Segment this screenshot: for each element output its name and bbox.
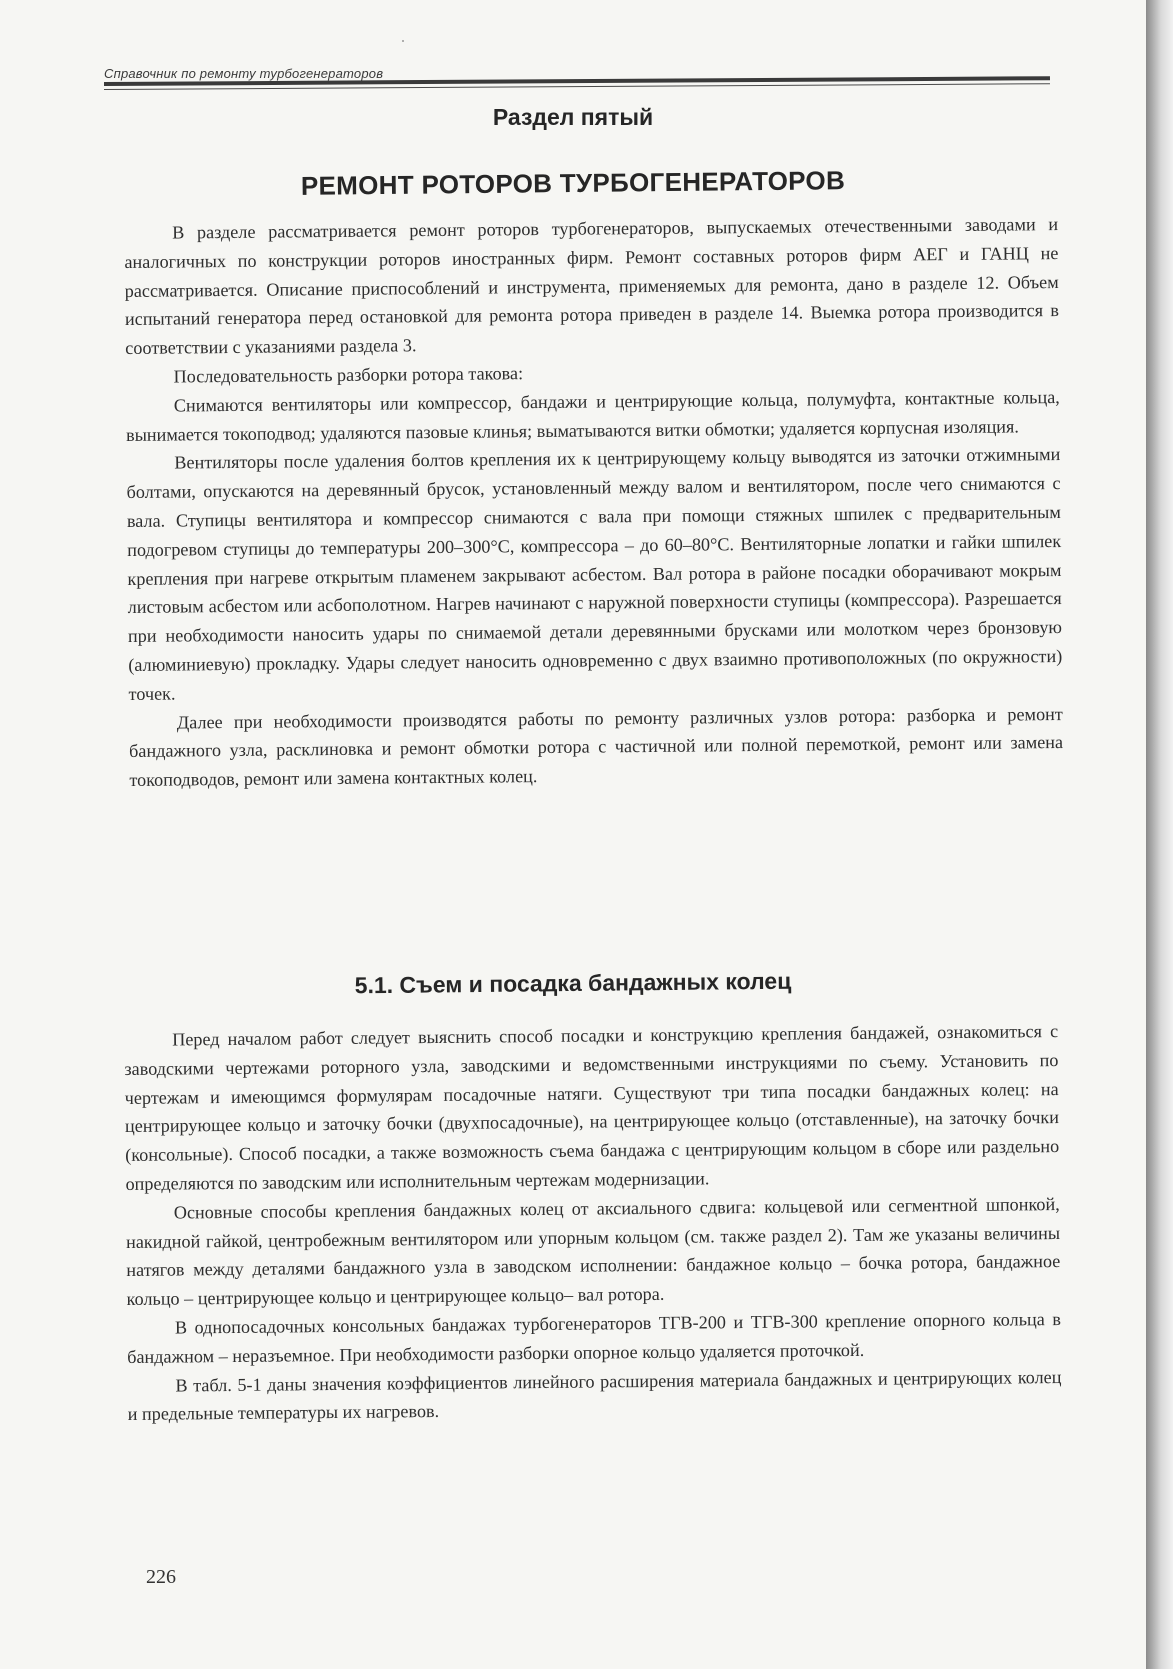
section-label: Раздел пятый xyxy=(492,104,654,130)
running-header: Справочник по ремонту турбогенераторов xyxy=(104,66,384,81)
paragraph: Перед началом работ следует выяснить способ посадки и конструкцию крепления бандажей, ознакомиться с заводскими чертежами роторного узла, заводскими и ведомственными инструкциями по съему. Установить по чертежам и имеющимся формулярам посадочные натяги. Существуют три типа посадки бандажных колец: на центрирующее кольцо и заточку бочки (двухпосадочные), на центрирующее кольцо (отставленные), на заточку бочки (консольные). Способ посадки, а также возможность съема бандажа с центрирующим кольцом в сборе или раздельно определяются по заводским или исполнительным чертежам модернизации. xyxy=(124,1021,1060,1194)
paragraph: Далее при необходимости производятся работы по ремонту различных узлов ротора: разборка и ремонт бандажного узла, расклиновка и ремонт обмотки ротора с частичной или полной перемоткой, ремонт или замена токоподводов, ремонт или замена контактных колец. xyxy=(129,703,1064,791)
section-title: РЕМОНТ РОТОРОВ ТУРБОГЕНЕРАТОРОВ xyxy=(300,165,846,201)
paragraph: В табл. 5-1 даны значения коэффициентов линейного расширения материала бандажных и центрирующих колец и предельные температуры их нагревов. xyxy=(127,1366,1062,1425)
paragraph: Основные способы крепления бандажных колец от аксиального сдвига: кольцевой или сегментной шпонкой, накидной гайкой, центробежным вентилятором или упорным кольцом (см. также раздел 2). Там же указаны величины натягов между деталями бандажного узла в заводском исполнении: бандажное кольцо – бочка ротора, бандажное кольцо – центрирующее кольцо и центрирующее кольцо– вал ротора. xyxy=(125,1193,1061,1310)
book-spine-shadow xyxy=(1146,0,1173,1669)
subsection-title: 5.1. Съем и посадка бандажных колец xyxy=(354,967,792,999)
paragraph: Вентиляторы после удаления болтов крепления их к центрирующему кольцу выводятся из заточки отжимными болтами, опускаются на деревянный брусок, установленный между валом и вентилятором, после чего снимаются с вала. Ступицы вентилятора и компрессор снимаются с вала при помощи стяжных шпилек с предварительным подогревом ступицы до температуры 200–300°С, компрессора – до 60–80°С. Вентиляторные лопатки и гайки шпилек крепления при нагреве открытым пламенем закрывают асбестом. Вал ротора в районе посадки оборачивают мокрым листовым асбестом или асбополотном. Нагрев начинают с наружной поверхности ступицы (компрессора). Разрешается при необходимости наносить удары по снимаемой детали деревянными брусками или молотком через бронзовую (алюминиевую) прокладку. Удары следует наносить одновременно с двух взаимно противоположных (по окружности) точек. xyxy=(126,444,1063,704)
paragraph: Снимаются вентиляторы или компрессор, бандажи и центрирующие кольца, полумуфта, контактные кольца, вынимается токоподвод; удаляются пазовые клинья; выматываются витки обмотки; удаляется корпусная изоляция. xyxy=(125,386,1060,445)
paragraph: Последовательность разборки ротора такова: xyxy=(173,363,524,387)
subsection-text xyxy=(124,1017,1062,1429)
page-number: 226 xyxy=(146,1566,176,1588)
paragraph: В однопосадочных консольных бандажах турбогенераторов ТГВ-200 и ТГВ-300 крепление опорного кольца в бандажном – неразъемное. При необходимости разборки опорное кольцо удаляется проточкой. xyxy=(127,1308,1061,1367)
intro-text xyxy=(124,210,1063,795)
paragraph: В разделе рассматривается ремонт роторов турбогенераторов, выпускаемых отечественными заводами и аналогичных по конструкции роторов иностранных фирм. Ремонт составных роторов фирм АЕГ и ГАНЦ не рассматривается. Описание приспособлений и инструмента, применяемых для ремонта, дано в разделе 12. Объем испытаний генератора перед остановкой для ремонта ротора приведен в разделе 14. Выемка ротора производится в соответствии с указаниями раздела 3. xyxy=(124,214,1060,359)
scan-speck xyxy=(402,40,404,42)
